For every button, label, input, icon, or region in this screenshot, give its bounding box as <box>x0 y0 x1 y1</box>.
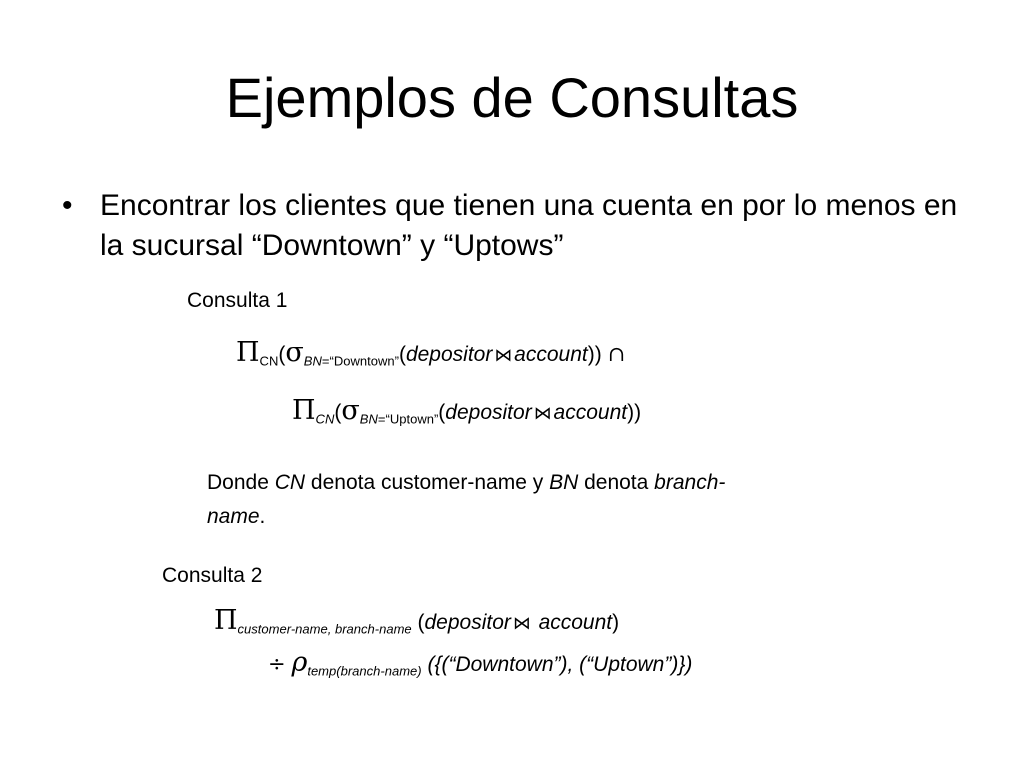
close-parens: )) <box>627 401 642 424</box>
projection-symbol: Π <box>236 337 260 368</box>
projection-subscript: CN <box>315 411 335 427</box>
open-paren: ( <box>438 401 446 424</box>
projection-subscript: customer-name, branch-name <box>237 621 412 637</box>
relation-account: account <box>553 401 628 424</box>
projection-subscript: CN <box>259 353 279 369</box>
relation-depositor: depositor <box>405 343 493 366</box>
note-cn: CN <box>274 471 306 494</box>
selection-attribute: BN <box>303 353 322 369</box>
selection-condition: =“Downtown” <box>321 353 399 369</box>
relation-depositor: depositor <box>445 401 532 424</box>
close-paren: ) <box>612 611 620 634</box>
projection-symbol: Π <box>292 395 316 426</box>
constant-relation: ({(“Downtown”), (“Uptown”)}) <box>427 653 693 676</box>
bullet-marker: • <box>62 189 73 222</box>
rename-subscript: temp(branch-name) <box>307 663 422 679</box>
selection-symbol: σ <box>285 337 304 368</box>
natural-join-icon: ⋈ <box>512 613 531 634</box>
relation-account: account <box>538 611 613 634</box>
division-symbol: ÷ <box>268 652 286 676</box>
selection-symbol: σ <box>341 395 360 426</box>
consulta-1-expression-line-1 <box>236 338 625 371</box>
selection-subscript <box>304 354 399 369</box>
note-text-2: denota customer-name y <box>310 471 544 494</box>
relation-account: account <box>514 343 588 366</box>
note-bn: BN <box>549 471 579 494</box>
consulta-2-expression-line-1 <box>214 606 619 639</box>
slide-title: Ejemplos de Consultas <box>225 66 799 129</box>
open-paren: ( <box>278 343 286 366</box>
open-paren: ( <box>334 401 342 424</box>
close-parens: )) <box>587 343 602 366</box>
selection-attribute: BN <box>359 411 378 427</box>
selection-condition: =“Uptown” <box>377 411 439 427</box>
abbreviation-note <box>207 466 767 534</box>
open-paren: ( <box>417 611 425 634</box>
note-branch-name: branch-name <box>207 471 726 528</box>
note-text-3: denota <box>584 471 649 494</box>
consulta-2-expression-line-2 <box>268 648 692 680</box>
note-text-1: Donde <box>207 471 269 494</box>
projection-symbol: Π <box>214 605 238 636</box>
natural-join-icon: ⋈ <box>494 345 513 366</box>
rename-symbol: ρ <box>291 647 308 678</box>
selection-subscript <box>360 412 439 427</box>
consulta-1-expression-line-2 <box>292 396 641 429</box>
consulta-1-label: Consulta 1 <box>187 289 288 312</box>
consulta-2-label: Consulta 2 <box>162 564 263 587</box>
natural-join-icon: ⋈ <box>533 403 552 424</box>
open-paren: ( <box>398 343 406 366</box>
bullet-text: Encontrar los clientes que tienen una cuenta en por lo menos en la sucursal “Downtown” y “Uptows” <box>100 189 958 262</box>
intersection-symbol: ∩ <box>607 342 626 366</box>
note-period: . <box>259 505 266 528</box>
relation-depositor: depositor <box>424 611 511 634</box>
